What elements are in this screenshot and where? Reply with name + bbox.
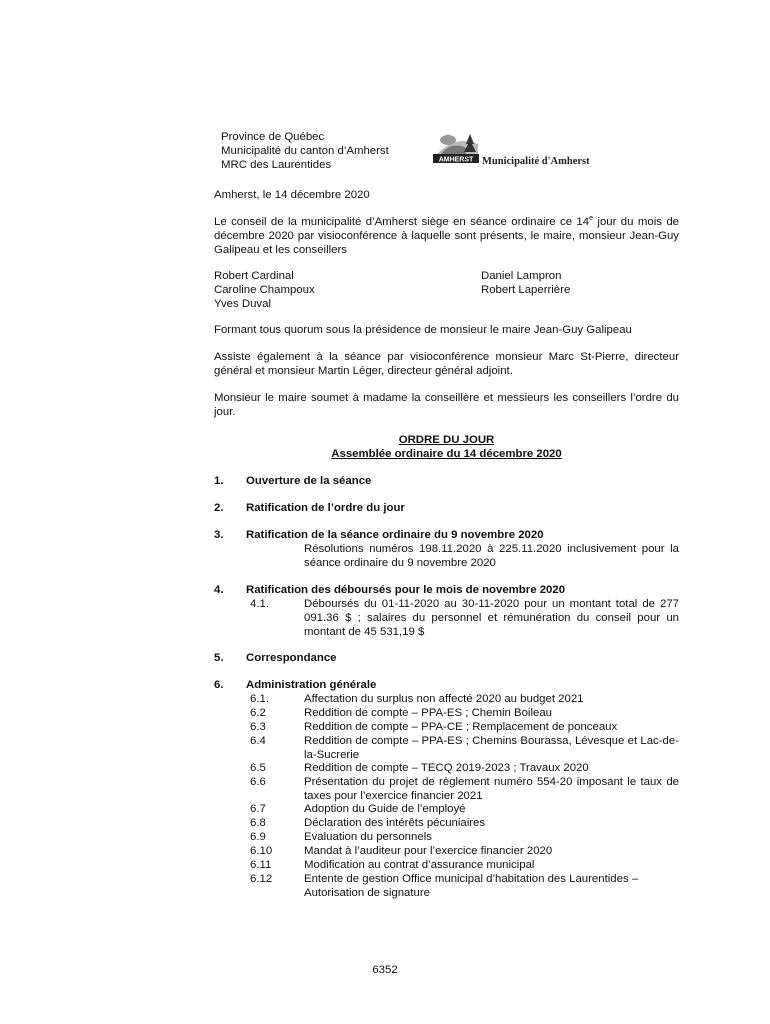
agenda-subitem-number: 6.7: [250, 803, 266, 815]
agenda-subitem-text: Reddition de compte – PPA-CE ; Remplacement de ponceaux: [304, 721, 618, 733]
agenda-item-title: Ratification de l’ordre du jour: [246, 502, 405, 514]
agenda-subitem-number: 6.9: [250, 831, 266, 843]
agenda-subitem-number: 6.5: [250, 762, 266, 774]
letterhead-line: Municipalité du canton d’Amherst: [221, 145, 389, 157]
agenda-subitem-number: 4.1.: [250, 598, 269, 610]
agenda-item-number: 4.: [214, 584, 224, 596]
agenda-item-title: Ratification de la séance ordinaire du 9 novembre 2020: [246, 529, 544, 541]
agenda-subitem-text: Déclaration des intérêts pécuniaires: [304, 817, 486, 829]
agenda-subitem-number: 6.11: [250, 859, 272, 871]
agenda-subitem-number: 6.4: [250, 735, 266, 747]
councillors-left-column: [214, 269, 315, 311]
councillor-name: Daniel Lampron: [481, 270, 562, 282]
agenda-item-number: 5.: [214, 652, 224, 664]
councillor-name: Yves Duval: [214, 298, 271, 310]
agenda-item-number: 3.: [214, 529, 224, 541]
agenda-subitem-text: Déboursés du 01-11-2020 au 30-11-2020 pour un montant total de 277 091.36 $ ; salaires du personnel et rémunération du conseil pour un montant de 45 531,19 $: [304, 598, 679, 638]
agenda-subitem-text: Adoption du Guide de l’employé: [304, 803, 466, 815]
agenda-item-number: 1.: [214, 475, 224, 487]
agenda-subitem-text: Reddition de compte – PPA-ES ; Chemins Bourassa, Lévesque et Lac-de-la-Sucrerie: [304, 735, 679, 761]
agenda-subitem-number: 6.6: [250, 776, 266, 788]
agenda-subitem-text: Affectation du surplus non affecté 2020 au budget 2021: [304, 693, 584, 705]
letterhead-address: [221, 130, 389, 172]
agenda-subitem-number: 6.3: [250, 721, 266, 733]
page-number: 6352: [372, 964, 398, 976]
agenda-subitem-number: 6.12: [250, 873, 273, 885]
quorum-paragraph: Formant tous quorum sous la présidence de monsieur le maire Jean-Guy Galipeau: [214, 324, 632, 336]
logo-badge-text: AMHERST: [438, 156, 474, 164]
letterhead-line: MRC des Laurentides: [221, 159, 332, 171]
agenda-subitem-number: 6.2: [250, 707, 266, 719]
agenda-item-number: 2.: [214, 502, 224, 514]
agenda-subitem-text: Reddition de compte – PPA-ES ; Chemin Boileau: [304, 707, 552, 719]
agenda-item-title: Ratification des déboursés pour le mois de novembre 2020: [246, 584, 566, 596]
agenda-subitem-number: 6.10: [250, 845, 273, 857]
agenda-subitem-text: Présentation du projet de règlement numéro 554-20 imposant le taux de taxes pour l’exercice financier 2021: [304, 776, 679, 802]
date-line: Amherst, le 14 décembre 2020: [214, 189, 370, 201]
agenda-item-title: Administration générale: [246, 679, 377, 691]
agenda-item-title: Ouverture de la séance: [246, 475, 372, 487]
agenda-item-note: Résolutions numéros 198.11.2020 à 225.11.2020 inclusivement pour la séance ordinaire du 9 novembre 2020: [304, 543, 679, 569]
agenda-subtitle: Assemblée ordinaire du 14 décembre 2020: [331, 448, 562, 460]
letterhead-line: Province de Québec: [221, 131, 325, 143]
agenda-subitem-text: Evaluation du personnels: [304, 831, 432, 843]
intro-paragraph: [214, 215, 679, 257]
councillor-name: Caroline Champoux: [214, 284, 315, 296]
agenda-item-number: 6.: [214, 679, 224, 691]
assistance-paragraph: Assiste également à la séance par visioconférence monsieur Marc St-Pierre, directeur général et monsieur Martin Léger, directeur général adjoint.: [214, 351, 679, 377]
agenda-subitem-text: Reddition de compte – TECQ 2019-2023 ; Travaux 2020: [304, 762, 589, 774]
intro-text: Le conseil de la municipalité d’Amherst siège en séance ordinaire ce 14e jour du mois de décembre 2020 par visioconférence à laquelle sont présents, le maire, monsieur Jean-Guy Galipeau et les conseillers: [214, 215, 679, 256]
councillor-name: Robert Cardinal: [214, 270, 294, 282]
agenda-subitem-text: Entente de gestion Office municipal d’habitation des Laurentides – Autorisation de signature: [304, 873, 639, 899]
agenda-subitem-text: Modification au contrat d’assurance municipal: [304, 859, 535, 871]
agenda-title: ORDRE DU JOUR: [398, 434, 495, 446]
logo-wordmark: Municipalité d'Amherst: [482, 156, 590, 167]
agenda-submission-paragraph: Monsieur le maire soumet à madame la conseillère et messieurs les conseillers l’ordre du jour.: [214, 392, 679, 418]
agenda-subitem-text: Mandat à l’auditeur pour l’exercice financier 2020: [304, 845, 553, 857]
agenda-item-title: Correspondance: [246, 652, 337, 664]
agenda-subitem-number: 6.1.: [250, 693, 269, 705]
agenda-subitem-number: 6.8: [250, 817, 266, 829]
councillor-name: Robert Laperrière: [481, 284, 571, 296]
councillors-right-column: [481, 269, 570, 297]
